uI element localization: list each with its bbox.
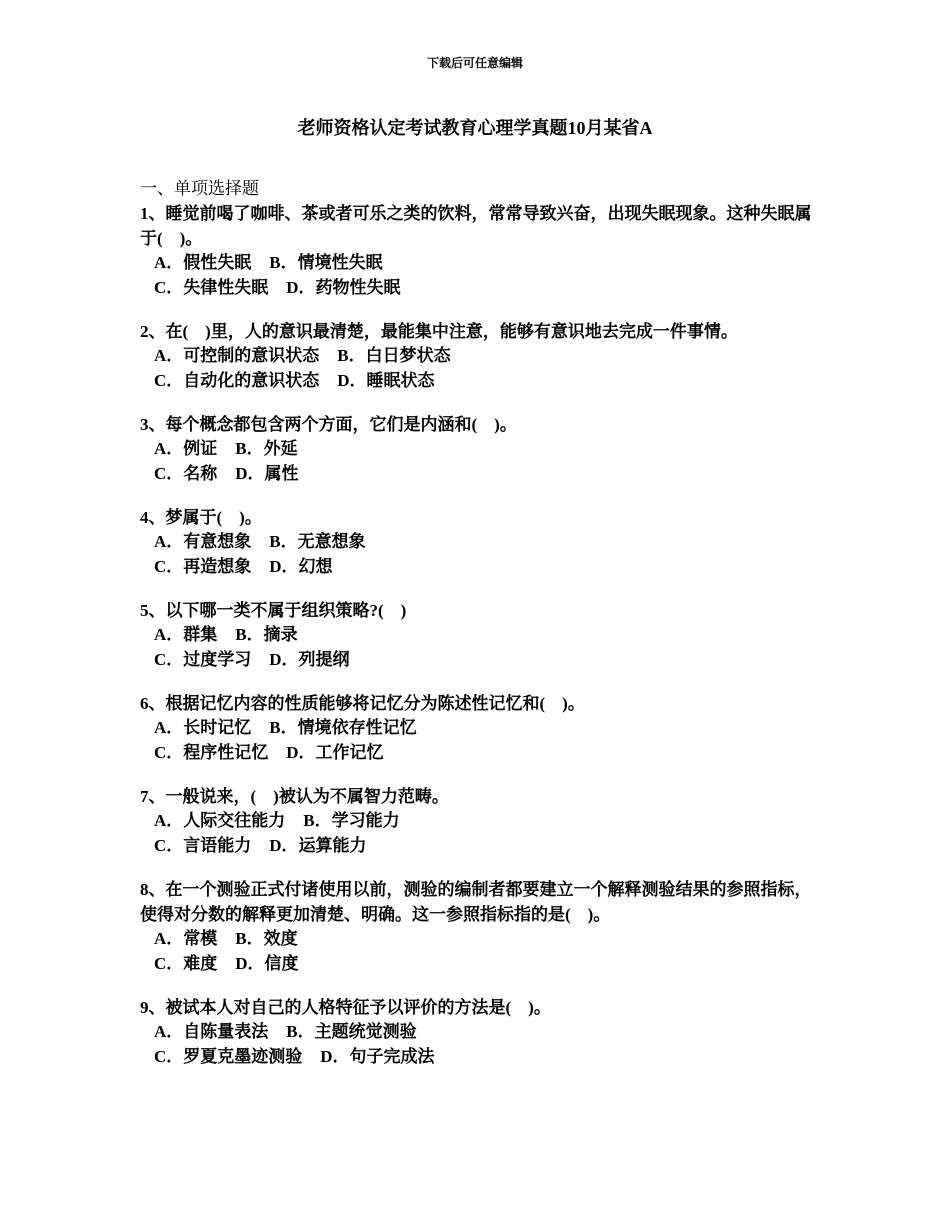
option-c: C．言语能力 — [154, 835, 252, 855]
question-stem: 5、以下哪一类不属于组织策略?( ) — [140, 601, 407, 620]
option-c: C．程序性记忆 — [154, 742, 269, 762]
question-9 — [140, 995, 820, 1069]
option-c: C．失律性失眠 — [154, 277, 269, 297]
option-row — [140, 809, 820, 834]
question-8 — [140, 877, 820, 976]
document-body — [140, 176, 820, 1088]
question-5 — [140, 598, 820, 672]
option-a: A．可控制的意识状态 — [154, 346, 320, 365]
option-row — [140, 437, 820, 462]
option-row — [140, 555, 820, 580]
option-row — [140, 462, 820, 487]
question-stem: 1、睡觉前喝了咖啡、茶或者可乐之类的饮料，常常导致兴奋，出现失眠现象。这种失眠属于( )。 — [140, 204, 812, 248]
option-a: A．人际交往能力 — [154, 811, 286, 830]
question-stem: 8、在一个测验正式付诸使用以前，测验的编制者都要建立一个解释测验结果的参照指标，使得对分数的解释更加清楚、明确。这一参照指标指的是( )。 — [140, 880, 812, 924]
option-row — [140, 952, 820, 977]
option-row — [140, 344, 820, 369]
option-b: B．情境依存性记忆 — [269, 718, 417, 737]
option-a: A．长时记忆 — [154, 718, 252, 737]
question-1 — [140, 201, 820, 300]
option-row — [140, 716, 820, 741]
option-row — [140, 834, 820, 859]
option-row — [140, 530, 820, 555]
option-row — [140, 1020, 820, 1045]
option-b: B．外延 — [235, 439, 298, 458]
option-a: A．假性失眠 — [154, 253, 252, 272]
option-d: D．信度 — [235, 953, 299, 973]
option-b: B．效度 — [235, 929, 298, 948]
option-row — [140, 927, 820, 952]
option-b: B．摘录 — [235, 625, 298, 644]
option-row — [140, 623, 820, 648]
option-b: B．情境性失眠 — [269, 253, 383, 272]
option-a: A．自陈量表法 — [154, 1022, 269, 1041]
question-stem: 4、梦属于( )。 — [140, 508, 262, 527]
option-d: D．属性 — [235, 463, 299, 483]
option-b: B．主题统觉测验 — [286, 1022, 417, 1041]
option-row — [140, 276, 820, 301]
option-d: D．幻想 — [269, 556, 333, 576]
option-a: A．群集 — [154, 625, 218, 644]
question-stem: 6、根据记忆内容的性质能够将记忆分为陈述性记忆和( )。 — [140, 694, 585, 713]
option-a: A．有意想象 — [154, 532, 252, 551]
question-stem: 2、在( )里，人的意识最清楚，最能集中注意，能够有意识地去完成一件事情。 — [140, 322, 738, 341]
option-row — [140, 1045, 820, 1070]
option-row — [140, 369, 820, 394]
option-d: D．运算能力 — [269, 835, 367, 855]
option-c: C．罗夏克墨迹测验 — [154, 1046, 303, 1066]
section-heading: 一、单项选择题 — [140, 179, 259, 198]
option-c: C．难度 — [154, 953, 218, 973]
option-row — [140, 251, 820, 276]
question-6 — [140, 691, 820, 765]
question-3 — [140, 412, 820, 486]
question-4 — [140, 505, 820, 579]
question-stem: 3、每个概念都包含两个方面，它们是内涵和( )。 — [140, 415, 517, 434]
option-d: D．列提纲 — [269, 649, 350, 669]
page-header-note: 下载后可任意编辑 — [426, 56, 523, 70]
option-row — [140, 648, 820, 673]
option-c: C．名称 — [154, 463, 218, 483]
option-row — [140, 741, 820, 766]
question-stem: 7、一般说来，( )被认为不属智力范畴。 — [140, 787, 449, 806]
option-c: C．再造想象 — [154, 556, 252, 576]
option-d: D．药物性失眠 — [286, 277, 401, 297]
option-b: B．白日梦状态 — [337, 346, 451, 365]
question-stem: 9、被试本人对自己的人格特征予以评价的方法是( )。 — [140, 998, 551, 1017]
option-b: B．无意想象 — [269, 532, 366, 551]
option-a: A．常模 — [154, 929, 218, 948]
option-d: D．睡眠状态 — [337, 370, 435, 390]
option-a: A．例证 — [154, 439, 218, 458]
question-7 — [140, 784, 820, 858]
option-b: B．学习能力 — [303, 811, 400, 830]
document-title: 老师资格认定考试教育心理学真题10月某省A — [297, 118, 653, 138]
option-c: C．自动化的意识状态 — [154, 370, 320, 390]
option-d: D．句子完成法 — [320, 1046, 435, 1066]
question-2 — [140, 319, 820, 393]
option-d: D．工作记忆 — [286, 742, 384, 762]
option-c: C．过度学习 — [154, 649, 252, 669]
